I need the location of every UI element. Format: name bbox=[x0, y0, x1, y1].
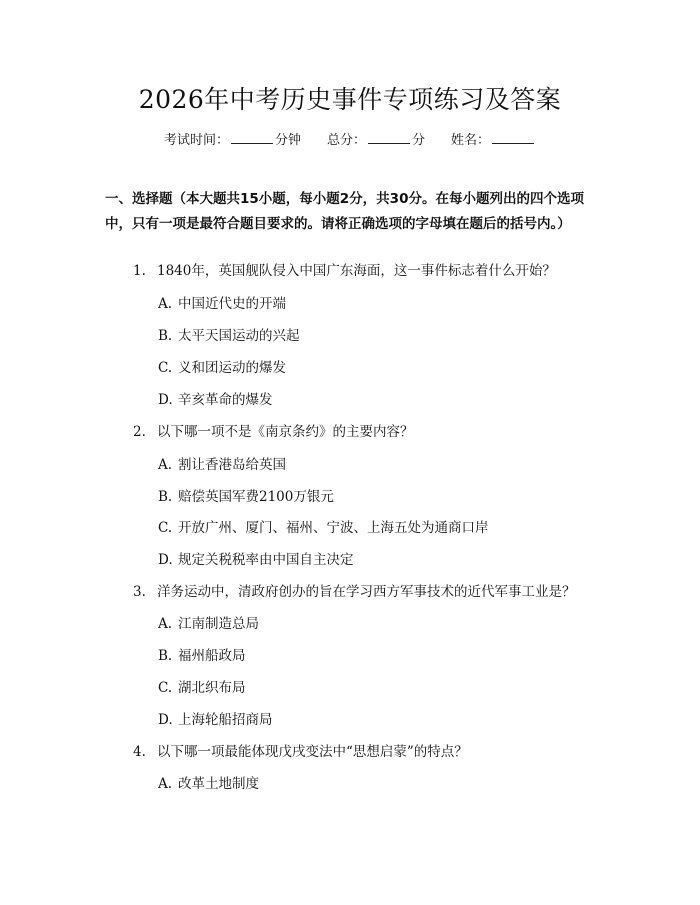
question-text: 以下哪一项不是《南京条约》的主要内容？ bbox=[157, 424, 414, 440]
option-1d bbox=[158, 391, 273, 409]
document-title: 2026年中考历史事件专项练习及答案 bbox=[138, 85, 562, 114]
option-2d bbox=[158, 551, 354, 569]
option-3b bbox=[158, 647, 246, 665]
question-3 bbox=[133, 583, 576, 601]
name-blank bbox=[492, 131, 534, 144]
option-text: 中国近代史的开端 bbox=[178, 296, 286, 312]
option-letter: A. bbox=[158, 776, 173, 792]
total-score-unit: 分 bbox=[412, 133, 426, 148]
option-text: 江南制造总局 bbox=[178, 616, 259, 632]
option-text: 义和团运动的爆发 bbox=[178, 360, 286, 376]
exam-time-label: 考试时间： bbox=[163, 133, 229, 148]
name-field bbox=[451, 131, 536, 150]
option-letter: B. bbox=[158, 648, 173, 664]
option-text: 辛亥革命的爆发 bbox=[178, 392, 273, 408]
option-3d bbox=[158, 711, 273, 729]
question-text: 洋务运动中，清政府创办的旨在学习西方军事技术的近代军事工业是？ bbox=[157, 584, 576, 600]
question-number: 2. bbox=[133, 424, 146, 440]
question-number: 1. bbox=[133, 263, 146, 279]
exam-time-blank bbox=[231, 131, 273, 144]
question-number: 3. bbox=[133, 584, 146, 600]
exam-time-unit: 分钟 bbox=[274, 133, 301, 148]
exam-time-field bbox=[164, 131, 301, 150]
total-score-field bbox=[327, 131, 425, 150]
question-1 bbox=[133, 262, 556, 280]
total-score-label: 总分： bbox=[326, 133, 366, 148]
option-1a bbox=[158, 295, 286, 313]
option-2b bbox=[158, 488, 334, 506]
option-1c bbox=[158, 359, 286, 377]
total-score-blank bbox=[368, 131, 410, 144]
option-3c bbox=[158, 679, 246, 697]
question-text: 以下哪一项最能体现戊戌变法中“思想启蒙”的特点？ bbox=[157, 744, 468, 760]
option-letter: D. bbox=[158, 712, 173, 728]
option-letter: C. bbox=[158, 680, 173, 696]
option-text: 太平天国运动的兴起 bbox=[178, 328, 300, 344]
name-label: 姓名： bbox=[451, 133, 491, 148]
question-number: 4. bbox=[133, 744, 146, 760]
option-letter: C. bbox=[158, 360, 173, 376]
option-text: 赔偿英国军费2100万银元 bbox=[178, 489, 334, 505]
option-text: 规定关税税率由中国自主决定 bbox=[178, 552, 354, 568]
option-text: 改革土地制度 bbox=[178, 776, 259, 792]
option-3a bbox=[158, 615, 259, 633]
option-text: 上海轮船招商局 bbox=[178, 712, 273, 728]
question-text: 1840年，英国舰队侵入中国广东海面，这一事件标志着什么开始？ bbox=[157, 263, 556, 279]
option-text: 福州船政局 bbox=[178, 648, 246, 664]
option-letter: C. bbox=[158, 520, 173, 536]
option-text: 湖北织布局 bbox=[178, 680, 246, 696]
option-letter: A. bbox=[158, 616, 173, 632]
option-letter: B. bbox=[158, 489, 173, 505]
option-letter: A. bbox=[158, 457, 173, 473]
option-1b bbox=[158, 327, 300, 345]
option-letter: A. bbox=[158, 296, 173, 312]
option-letter: B. bbox=[158, 328, 173, 344]
option-2a bbox=[158, 456, 286, 474]
section-heading: 一、选择题（本大题共15小题，每小题2分，共30分。在每小题列出的四个选项中，只有一项是最符合题目要求的。请将正确选项的字母填在题后的括号内。） bbox=[105, 191, 584, 232]
option-text: 开放广州、厦门、福州、宁波、上海五处为通商口岸 bbox=[178, 520, 489, 536]
option-text: 割让香港岛给英国 bbox=[178, 457, 286, 473]
question-2 bbox=[133, 423, 414, 441]
option-4a bbox=[158, 775, 259, 793]
option-letter: D. bbox=[158, 392, 173, 408]
option-2c bbox=[158, 519, 489, 537]
exam-info-row bbox=[0, 131, 700, 150]
question-4 bbox=[133, 743, 468, 761]
option-letter: D. bbox=[158, 552, 173, 568]
